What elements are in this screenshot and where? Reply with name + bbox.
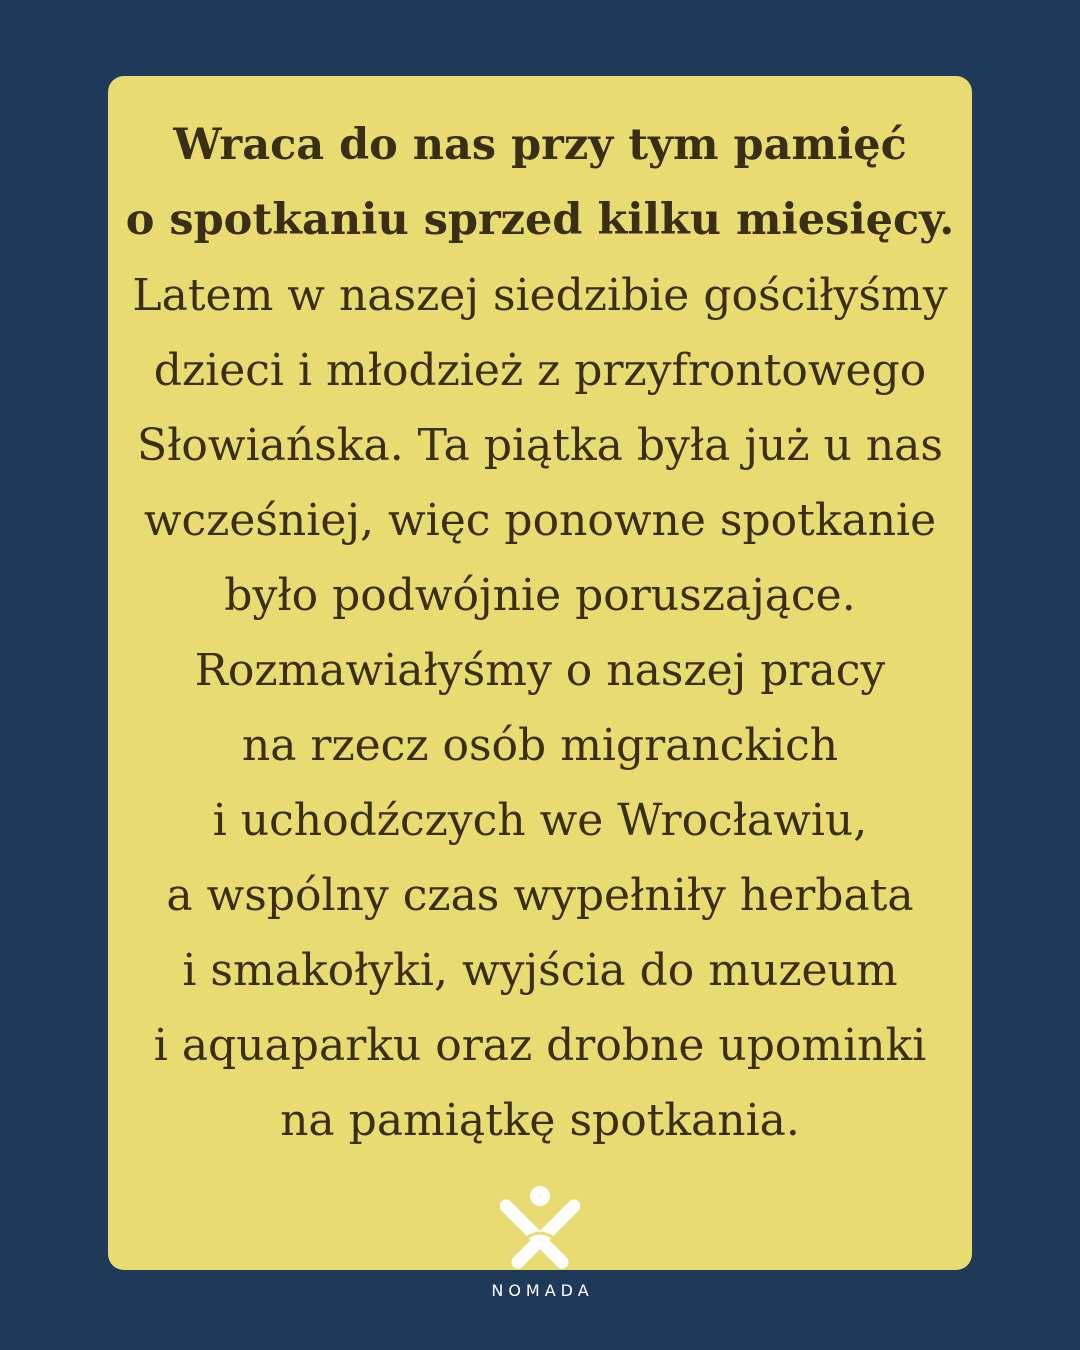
body-line: Słowiańska. Ta piątka była już u nas [137,420,943,471]
body-line: było podwójnie poruszające. [224,570,856,621]
body-line: i smakołyki, wyjścia do muzeum [182,945,898,996]
body-line: Latem w naszej siedzibie gościłyśmy [132,270,948,321]
body-line: Rozmawiałyśmy o naszej pracy [194,645,886,696]
text-block [0,108,1080,1158]
heading-line: Wraca do nas przy tym pamięć [173,120,907,170]
nomada-figure-icon [500,1184,580,1274]
brand-name: NOMADA [491,1281,594,1300]
body-line: dzieci i młodzież z przyfrontowego [153,345,927,396]
heading-line: o spotkaniu sprzed kilku miesięcy. [125,195,955,245]
body-line: a wspólny czas wypełniły herbata [166,870,914,921]
body-line: i aquaparku oraz drobne upominki [153,1020,927,1071]
body-line: wcześniej, więc ponowne spotkanie [143,495,937,546]
body-line: na pamiątkę spotkania. [280,1095,800,1146]
body-line: i uchodźczych we Wrocławiu, [212,795,868,846]
body-line: na rzecz osób migranckich [241,720,839,771]
